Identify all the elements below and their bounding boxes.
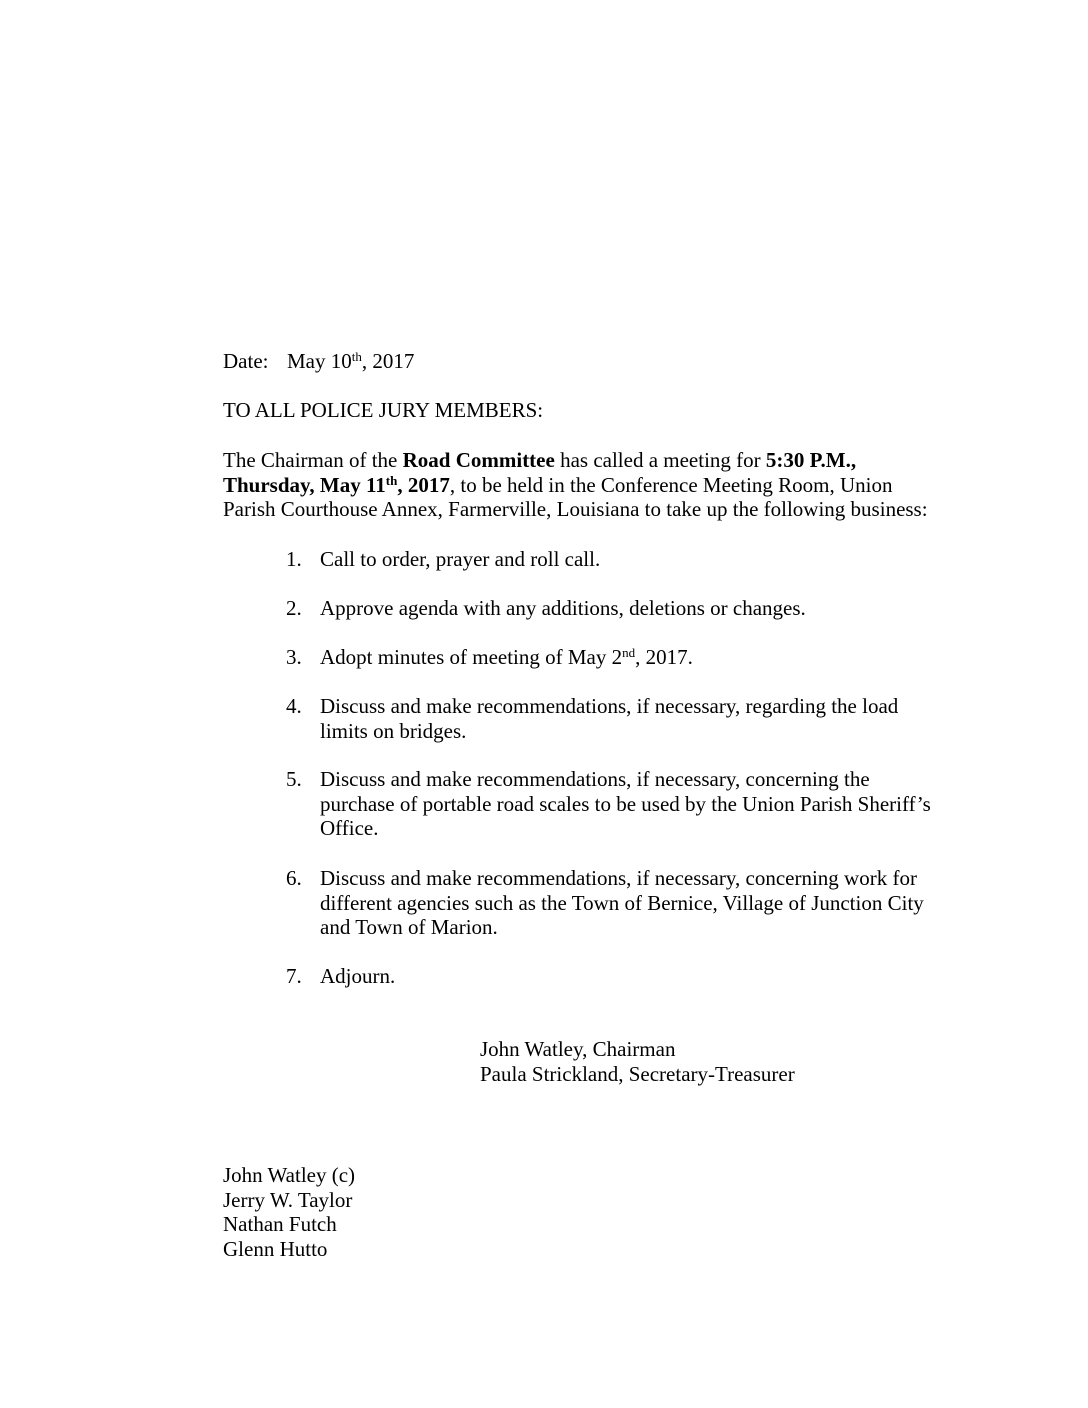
signature-secretary: Paula Strickland, Secretary-Treasurer	[480, 1061, 795, 1086]
intro-line-3: Parish Courthouse Annex, Farmerville, Louisiana to take up the following business:	[223, 497, 928, 521]
agenda-text	[320, 596, 806, 621]
meeting-day-date: Thursday, May 11	[223, 472, 386, 497]
agenda-line-text: Adopt minutes of meeting of May 2	[320, 645, 623, 669]
signature-chairman: John Watley, Chairman	[480, 1037, 676, 1061]
agenda-line: Office.	[320, 816, 379, 840]
member-name: Jerry W. Taylor	[223, 1187, 353, 1212]
agenda-line: different agencies such as the Town of Bernice, Village of Junction City	[320, 890, 924, 915]
meeting-time: 5:30 P.M.,	[765, 448, 857, 472]
intro-text: , to be held in the Conference Meeting Room, Union	[449, 472, 893, 497]
agenda-number: 2.	[286, 596, 302, 620]
agenda-line-year: , 2017.	[635, 645, 693, 669]
meeting-date	[223, 473, 450, 497]
committee-name: Road Committee	[402, 448, 555, 472]
date-suffix: th	[351, 349, 362, 364]
agenda-line	[320, 645, 693, 670]
member-name: John Watley (c)	[223, 1163, 356, 1187]
agenda-number: 7.	[286, 964, 302, 988]
meeting-day-suffix: th	[385, 472, 398, 488]
agenda-number: 5.	[286, 767, 302, 791]
agenda-text	[320, 767, 931, 841]
date-year: , 2017	[361, 349, 415, 373]
agenda-line: Call to order, prayer and roll call.	[320, 547, 601, 571]
agenda-line-suffix: nd	[622, 645, 636, 660]
agenda-number: 6.	[286, 866, 302, 890]
date-label: Date:	[223, 349, 269, 373]
agenda-line: purchase of portable road scales to be used by the Union Parish Sheriff’s	[320, 791, 931, 816]
intro-text: has called a meeting for	[554, 448, 766, 472]
intro-text: The Chairman of the	[223, 448, 403, 472]
agenda-line: Adjourn.	[320, 964, 396, 988]
agenda-line: Discuss and make recommendations, if necessary, concerning the	[320, 767, 870, 791]
agenda-number: 3.	[286, 645, 302, 669]
member-name: Nathan Futch	[223, 1212, 337, 1236]
signature-block	[480, 1037, 795, 1086]
agenda-line: limits on bridges.	[320, 718, 467, 743]
agenda-number: 1.	[286, 547, 302, 571]
agenda-line: and Town of Marion.	[320, 915, 498, 939]
date-month-day: May 10	[287, 349, 352, 373]
agenda-text	[320, 964, 395, 989]
member-name: Glenn Hutto	[223, 1236, 328, 1261]
agenda-line: Discuss and make recommendations, if necessary, regarding the load	[320, 694, 899, 718]
date-line	[223, 349, 414, 374]
agenda-text	[320, 866, 924, 940]
agenda-line: Discuss and make recommendations, if necessary, concerning work for	[320, 866, 917, 890]
agenda-text	[320, 694, 898, 743]
intro-line-1	[223, 448, 953, 473]
intro-line-2	[223, 473, 953, 498]
intro-paragraph	[223, 448, 953, 522]
agenda-text	[320, 645, 693, 670]
agenda-text	[320, 547, 600, 572]
salutation: TO ALL POLICE JURY MEMBERS:	[223, 398, 544, 422]
meeting-year: , 2017	[397, 472, 450, 497]
agenda-line: Approve agenda with any additions, deletions or changes.	[320, 596, 806, 620]
agenda-number: 4.	[286, 694, 302, 718]
members-list	[223, 1163, 355, 1261]
